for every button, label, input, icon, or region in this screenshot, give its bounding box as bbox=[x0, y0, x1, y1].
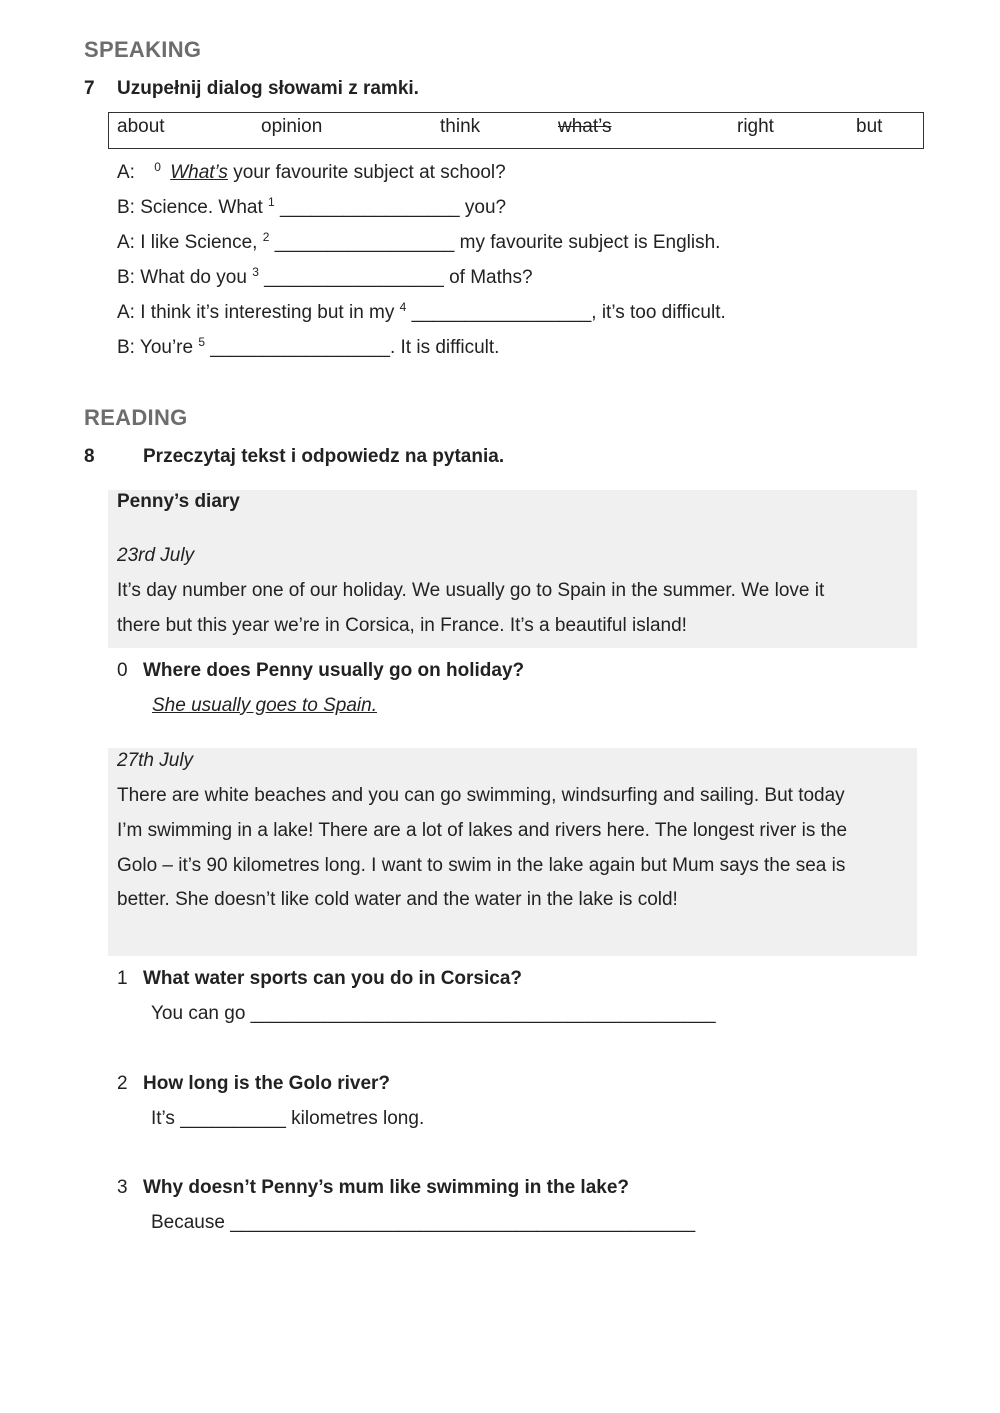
diary-date-2: 27th July bbox=[117, 750, 194, 771]
diary-entry-2-panel bbox=[108, 748, 917, 956]
dialogue-text: B: You’re bbox=[117, 337, 199, 358]
dialogue-text: of Maths? bbox=[449, 267, 533, 288]
example-answer: She usually goes to Spain. bbox=[152, 695, 377, 716]
dialogue-text: A: I think it’s interesting but in my bbox=[117, 302, 400, 323]
diary-text-line: There are white beaches and you can go swimming, windsurfing and sailing. But today bbox=[117, 785, 845, 806]
diary-title: Penny’s diary bbox=[117, 491, 240, 512]
question-3-number: 3 bbox=[117, 1177, 128, 1198]
answer-blank[interactable]: _________________ bbox=[269, 232, 460, 253]
dialogue-line-1 bbox=[117, 197, 506, 219]
dialogue-text: A: I like Science, bbox=[117, 232, 263, 253]
word-think: think bbox=[440, 116, 481, 137]
dialogue-text: B: What do you bbox=[117, 267, 253, 288]
exercise-7-number: 7 bbox=[84, 78, 95, 99]
word-about: about bbox=[117, 116, 165, 137]
example-question: Where does Penny usually go on holiday? bbox=[143, 660, 525, 681]
dialogue-text: . It is difficult. bbox=[389, 337, 500, 358]
diary-text-line: there but this year we’re in Corsica, in France. It’s a beautiful island! bbox=[117, 615, 687, 636]
answer-blank[interactable]: _________________ bbox=[205, 337, 390, 358]
question-2-text: How long is the Golo river? bbox=[143, 1073, 391, 1094]
dialogue-text: , it’s too difficult. bbox=[591, 302, 726, 323]
question-1-answer-line[interactable]: You can go ____________________________________________ bbox=[151, 1003, 716, 1024]
question-2-number: 2 bbox=[117, 1073, 128, 1094]
diary-text-line: I’m swimming in a lake! There are a lot of lakes and rivers here. The longest river is the bbox=[117, 820, 848, 841]
dialogue-text: my favourite subject is English. bbox=[459, 232, 721, 253]
diary-date-1: 23rd July bbox=[117, 545, 195, 566]
word-but: but bbox=[856, 116, 883, 137]
dialogue-line-3 bbox=[117, 267, 533, 289]
speaking-heading: SPEAKING bbox=[84, 37, 202, 62]
answer-blank[interactable]: _________________ bbox=[274, 197, 465, 218]
dialogue-line-2 bbox=[117, 232, 720, 254]
exercise-8-instruction: Przeczytaj tekst i odpowiedz na pytania. bbox=[143, 446, 505, 467]
exercise-8-number: 8 bbox=[84, 446, 95, 467]
question-3-text: Why doesn’t Penny’s mum like swimming in the lake? bbox=[143, 1177, 630, 1198]
gap-number: 4 bbox=[399, 300, 407, 314]
dialogue-text: B: Science. What bbox=[117, 197, 269, 218]
dialogue-line-4 bbox=[117, 302, 726, 324]
reading-heading: READING bbox=[84, 405, 188, 430]
diary-text-line: It’s day number one of our holiday. We usually go to Spain in the summer. We love it bbox=[117, 580, 825, 601]
word-whats-crossed-out: what’s bbox=[558, 116, 612, 137]
question-2-answer-line[interactable]: It’s __________ kilometres long. bbox=[151, 1108, 425, 1129]
gap-number: 1 bbox=[268, 195, 275, 209]
dialogue-line-0 bbox=[117, 162, 506, 184]
gap-number: 0 bbox=[154, 160, 161, 174]
example-answer: What’s bbox=[170, 162, 228, 183]
question-1-number: 1 bbox=[117, 968, 128, 989]
exercise-7-instruction: Uzupełnij dialog słowami z ramki. bbox=[117, 78, 419, 99]
answer-blank[interactable]: _________________ bbox=[258, 267, 450, 288]
dialogue-text: your favourite subject at school? bbox=[227, 162, 506, 183]
gap-number: 5 bbox=[198, 335, 206, 349]
dialogue-text: you? bbox=[464, 197, 507, 218]
question-3-answer-line[interactable]: Because ____________________________________________ bbox=[151, 1212, 696, 1233]
word-right: right bbox=[737, 116, 774, 137]
example-question-number: 0 bbox=[117, 660, 128, 681]
word-box bbox=[108, 112, 924, 149]
word-opinion: opinion bbox=[261, 116, 323, 137]
diary-text-line: better. She doesn’t like cold water and the water in the lake is cold! bbox=[117, 889, 678, 910]
question-1-text: What water sports can you do in Corsica? bbox=[143, 968, 523, 989]
answer-blank[interactable]: _________________ bbox=[406, 302, 592, 323]
speaker-label: A: bbox=[117, 162, 135, 183]
diary-text-line: Golo – it’s 90 kilometres long. I want to swim in the lake again but Mum says the sea is bbox=[117, 855, 846, 876]
gap-number: 3 bbox=[252, 265, 259, 279]
dialogue-line-5 bbox=[117, 337, 499, 359]
gap-number: 2 bbox=[262, 230, 270, 244]
